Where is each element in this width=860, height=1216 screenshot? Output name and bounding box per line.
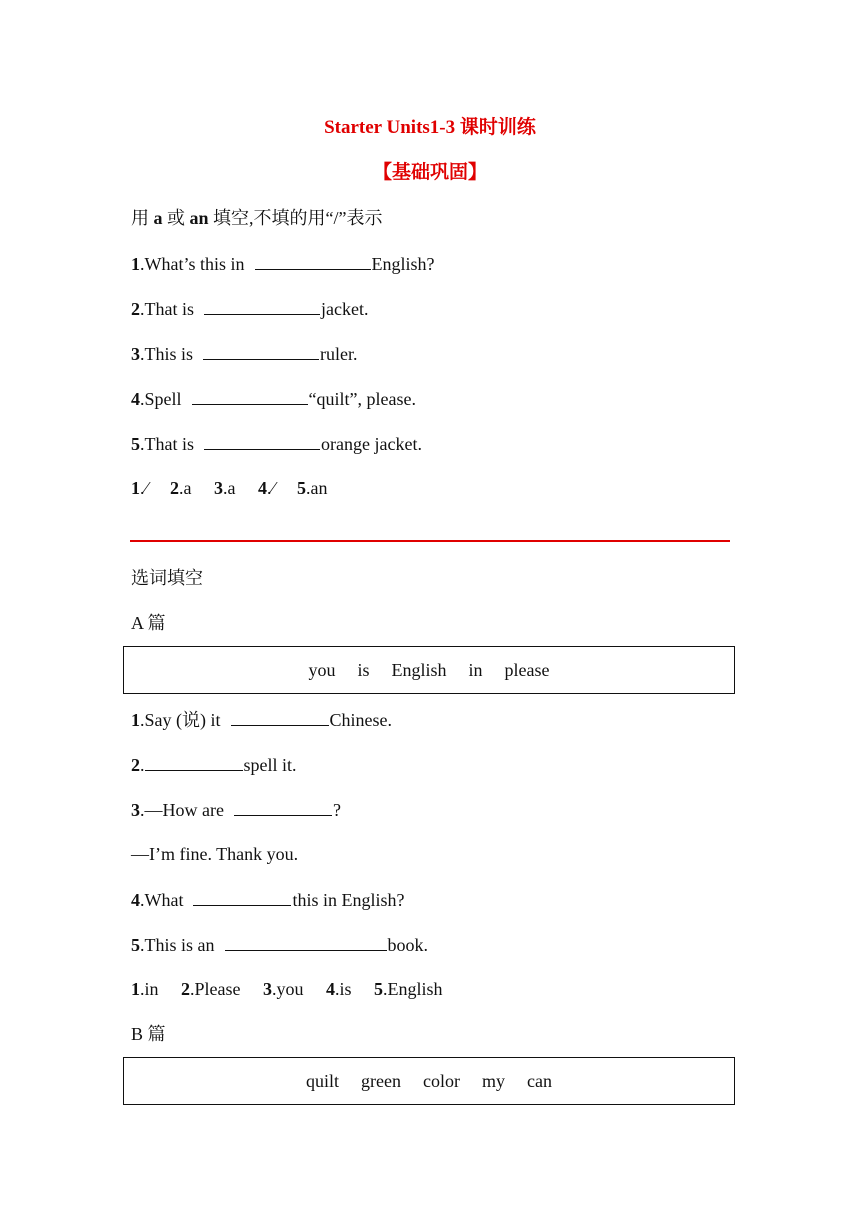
question-number: 5 bbox=[131, 434, 140, 454]
question-text: spell it. bbox=[243, 755, 297, 775]
answer-blank[interactable] bbox=[225, 932, 387, 951]
answer-number: 5 bbox=[297, 478, 307, 498]
part1-question-4 bbox=[131, 386, 751, 411]
answer-text: .English bbox=[383, 979, 443, 999]
question-text: .That is bbox=[140, 299, 194, 319]
answer-item bbox=[326, 979, 352, 999]
answer-number: 4 bbox=[326, 979, 335, 999]
question-text: this in English? bbox=[292, 890, 405, 910]
answer-number: 5 bbox=[374, 979, 384, 999]
answer-item bbox=[374, 979, 443, 999]
answer-number: 1 bbox=[131, 979, 140, 999]
answer-text: .in bbox=[140, 979, 159, 999]
part1-question-3 bbox=[131, 341, 751, 366]
answer-number: 1 bbox=[131, 478, 140, 498]
answer-item bbox=[131, 979, 159, 999]
part2-question-4 bbox=[131, 887, 751, 912]
question-number: 2 bbox=[131, 755, 140, 775]
word-bank-item: can bbox=[527, 1070, 552, 1091]
word-bank-item: green bbox=[361, 1070, 401, 1091]
answer-text: .you bbox=[272, 979, 304, 999]
word-bank-item: English bbox=[391, 659, 447, 680]
answer-item bbox=[258, 478, 275, 498]
question-text: ? bbox=[332, 800, 341, 820]
question-number: 4 bbox=[131, 890, 140, 910]
question-number: 3 bbox=[131, 344, 140, 364]
answer-text: .⁄ bbox=[140, 478, 148, 498]
question-text: .What bbox=[140, 890, 184, 910]
question-text: English? bbox=[371, 254, 435, 274]
answer-blank[interactable] bbox=[203, 341, 319, 360]
word-bank-a bbox=[123, 646, 735, 694]
question-number: 1 bbox=[131, 254, 140, 274]
instruction-keyword-an: an bbox=[189, 208, 209, 228]
answer-item bbox=[263, 979, 304, 999]
part2-question-5 bbox=[131, 932, 751, 957]
answer-blank[interactable] bbox=[255, 251, 371, 270]
answer-text: .a bbox=[223, 478, 236, 498]
instruction-text: 或 bbox=[162, 208, 190, 228]
answer-text: .is bbox=[335, 979, 352, 999]
question-text: .That is bbox=[140, 434, 194, 454]
word-bank-b bbox=[123, 1057, 735, 1105]
question-text: orange jacket. bbox=[321, 434, 422, 454]
question-text: .What’s this in bbox=[140, 254, 245, 274]
question-number: 5 bbox=[131, 935, 140, 955]
question-text: book. bbox=[387, 935, 428, 955]
question-text: .—How are bbox=[140, 800, 224, 820]
answer-item bbox=[181, 979, 240, 999]
part1-question-2 bbox=[131, 296, 751, 321]
part2-question-1 bbox=[131, 707, 751, 732]
part1-question-1 bbox=[131, 251, 751, 276]
word-bank-item: quilt bbox=[306, 1070, 340, 1091]
worksheet-title: Starter Units1-3 课时训练 bbox=[324, 117, 536, 138]
question-text: .This is an bbox=[140, 935, 215, 955]
word-bank-item: please bbox=[504, 659, 550, 680]
word-bank-item: you bbox=[308, 659, 336, 680]
part1-question-5 bbox=[131, 431, 751, 456]
answer-blank[interactable] bbox=[193, 887, 291, 906]
section-divider bbox=[130, 540, 730, 542]
question-number: 1 bbox=[131, 710, 140, 730]
answer-blank[interactable] bbox=[204, 296, 320, 315]
answer-number: 2 bbox=[181, 979, 191, 999]
part-a-label: A 篇 bbox=[131, 613, 166, 633]
answer-item bbox=[214, 478, 236, 498]
answer-text: .an bbox=[306, 478, 328, 498]
answer-item bbox=[297, 478, 328, 498]
answer-item bbox=[170, 478, 192, 498]
part2-question-3 bbox=[131, 797, 751, 822]
instruction-text: 填空,不填的用“/”表示 bbox=[208, 208, 383, 228]
answer-blank[interactable] bbox=[231, 707, 329, 726]
part1-instruction bbox=[131, 206, 751, 230]
part-b-label: B 篇 bbox=[131, 1024, 166, 1044]
question-text: ruler. bbox=[320, 344, 358, 364]
question-number: 4 bbox=[131, 389, 140, 409]
part2-answer-key bbox=[131, 977, 751, 1001]
answer-number: 4 bbox=[258, 478, 268, 498]
answer-number: 2 bbox=[170, 478, 180, 498]
part1-answer-key bbox=[131, 476, 751, 500]
word-bank-item: in bbox=[468, 659, 483, 680]
question-text: jacket. bbox=[321, 299, 369, 319]
part2-question-3-reply: —I’m fine. Thank you. bbox=[131, 844, 299, 864]
answer-text: .Please bbox=[190, 979, 241, 999]
word-bank-item: my bbox=[481, 1070, 505, 1091]
answer-text: .⁄ bbox=[267, 478, 275, 498]
question-text: .Say (说) it bbox=[140, 710, 221, 730]
answer-blank[interactable] bbox=[204, 431, 320, 450]
question-text: . bbox=[140, 755, 145, 775]
word-bank-item: color bbox=[423, 1070, 460, 1091]
answer-number: 3 bbox=[214, 478, 224, 498]
instruction-keyword-a: a bbox=[153, 208, 163, 228]
answer-blank[interactable] bbox=[192, 386, 308, 405]
part2-heading: 选词填空 bbox=[131, 568, 203, 588]
answer-text: .a bbox=[179, 478, 192, 498]
answer-item bbox=[131, 478, 148, 498]
question-text: .Spell bbox=[140, 389, 182, 409]
word-bank-item: is bbox=[357, 659, 370, 680]
answer-blank[interactable] bbox=[234, 797, 332, 816]
question-text: Chinese. bbox=[329, 710, 392, 730]
question-text: .This is bbox=[140, 344, 194, 364]
question-number: 3 bbox=[131, 800, 140, 820]
instruction-text: 用 bbox=[131, 208, 154, 228]
answer-blank[interactable] bbox=[145, 752, 243, 771]
part2-question-2 bbox=[131, 752, 751, 777]
question-number: 2 bbox=[131, 299, 140, 319]
answer-number: 3 bbox=[263, 979, 272, 999]
section-heading: 【基础巩固】 bbox=[372, 162, 487, 183]
question-text: “quilt”, please. bbox=[308, 389, 416, 409]
